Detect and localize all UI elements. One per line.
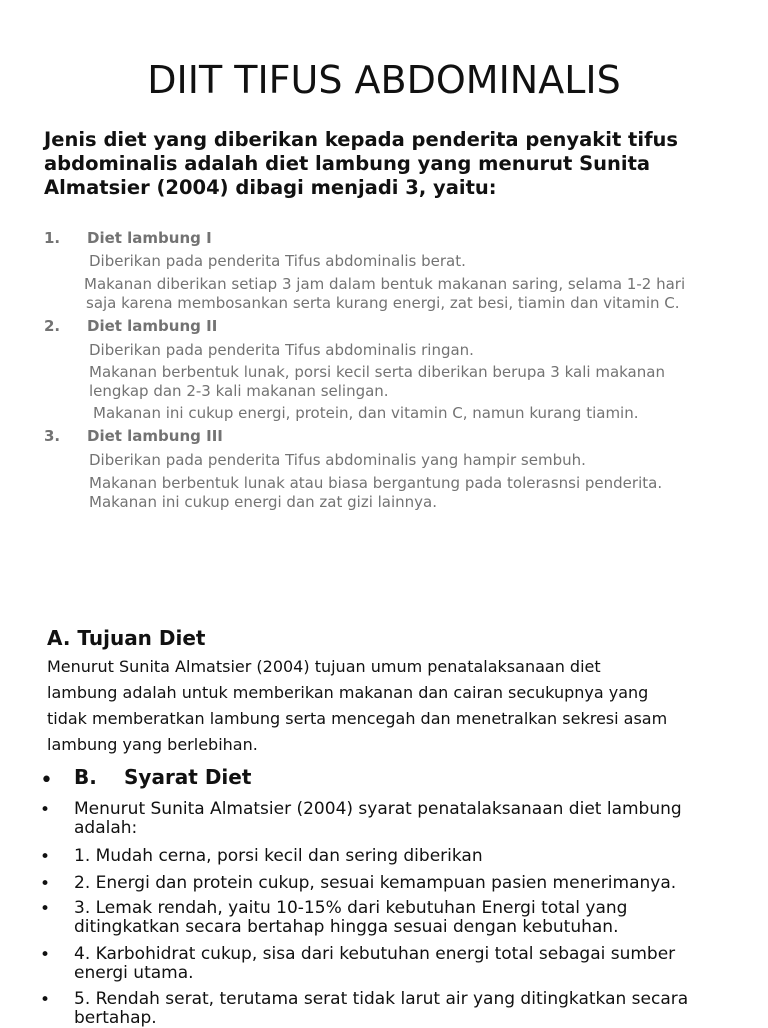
diet-line: Diberikan pada penderita Tifus abdominalis ringan. — [89, 341, 474, 359]
list-item-line: 3. Lemak rendah, yaitu 10-15% dari kebutuhan Energi total yang — [74, 898, 628, 918]
list-item-text — [74, 874, 676, 893]
list-item-line: 2. Energi dan protein cukup, sesuai kemampuan pasien menerimanya. — [74, 873, 677, 893]
syarat-heading-number: B. — [74, 765, 97, 789]
list-item-text — [74, 899, 627, 937]
list-item-line: ditingkatkan secara bertahap hingga sesuai dengan kebutuhan. — [74, 917, 619, 937]
page-title: DIIT TIFUS ABDOMINALIS — [147, 58, 621, 102]
list-number: 2. — [44, 317, 61, 335]
intro-line: abdominalis adalah diet lambung yang menurut Sunita — [44, 152, 651, 175]
list-item-text — [74, 800, 682, 838]
bullet: • — [40, 990, 51, 1010]
paragraph-line: tidak memberatkan lambung serta mencegah dan menetralkan sekresi asam — [47, 709, 668, 728]
bullet: • — [40, 945, 51, 965]
diet-heading-label: Diet lambung II — [87, 317, 218, 335]
bullet: • — [40, 874, 51, 894]
section-heading-tujuan: A. Tujuan Diet — [47, 626, 206, 650]
syarat-heading-label: Syarat Diet — [124, 765, 252, 789]
diet-line: saja karena membosankan serta kurang energi, zat besi, tiamin dan vitamin C. — [86, 294, 680, 312]
diet-line: Makanan ini cukup energi, protein, dan vitamin C, namun kurang tiamin. — [93, 404, 639, 422]
paragraph-line: lambung adalah untuk memberikan makanan dan cairan secukupnya yang — [47, 683, 649, 702]
list-item-text — [74, 990, 688, 1028]
paragraph-line: Menurut Sunita Almatsier (2004) tujuan umum penatalaksanaan diet — [47, 657, 601, 676]
syarat-heading-text — [74, 765, 252, 789]
list-item-line: bertahap. — [74, 1008, 157, 1028]
diet-line: Makanan berbentuk lunak, porsi kecil serta diberikan berupa 3 kali makanan — [89, 363, 665, 381]
list-item-line: adalah: — [74, 818, 138, 838]
intro-line: Almatsier (2004) dibagi menjadi 3, yaitu: — [44, 176, 497, 199]
bullet: • — [40, 768, 53, 793]
diet-line: Makanan diberikan setiap 3 jam dalam bentuk makanan saring, selama 1-2 hari — [84, 275, 686, 293]
diet-line: Diberikan pada penderita Tifus abdominalis yang hampir sembuh. — [89, 451, 586, 469]
list-item-line: 1. Mudah cerna, porsi kecil dan sering diberikan — [74, 846, 483, 866]
diet-heading-label: Diet lambung I — [87, 229, 212, 247]
tujuan-paragraph — [47, 654, 667, 758]
bullet: • — [40, 800, 51, 820]
list-item-line: Menurut Sunita Almatsier (2004) syarat penatalaksanaan diet lambung — [74, 799, 682, 819]
list-item-line: 5. Rendah serat, terutama serat tidak larut air yang ditingkatkan secara — [74, 989, 689, 1009]
list-number: 1. — [44, 229, 61, 247]
list-item-line: 4. Karbohidrat cukup, sisa dari kebutuhan energi total sebagai sumber — [74, 944, 676, 964]
bullet: • — [40, 899, 51, 919]
diet-line: Makanan berbentuk lunak atau biasa bergantung pada tolerasnsi penderita. — [89, 474, 663, 492]
paragraph-line: lambung yang berlebihan. — [47, 735, 258, 754]
bullet: • — [40, 847, 51, 867]
list-item-line: energi utama. — [74, 963, 194, 983]
list-item-text — [74, 847, 483, 866]
list-number: 3. — [44, 427, 61, 445]
diet-line: lengkap dan 2-3 kali makanan selingan. — [89, 382, 389, 400]
diet-line: Makanan ini cukup energi dan zat gizi lainnya. — [89, 493, 438, 511]
intro-line: Jenis diet yang diberikan kepada penderita penyakit tifus — [44, 128, 679, 151]
diet-line: Diberikan pada penderita Tifus abdominalis berat. — [89, 252, 466, 270]
list-item-text — [74, 945, 675, 983]
diet-heading-label: Diet lambung III — [87, 427, 223, 445]
intro-paragraph — [44, 128, 744, 200]
